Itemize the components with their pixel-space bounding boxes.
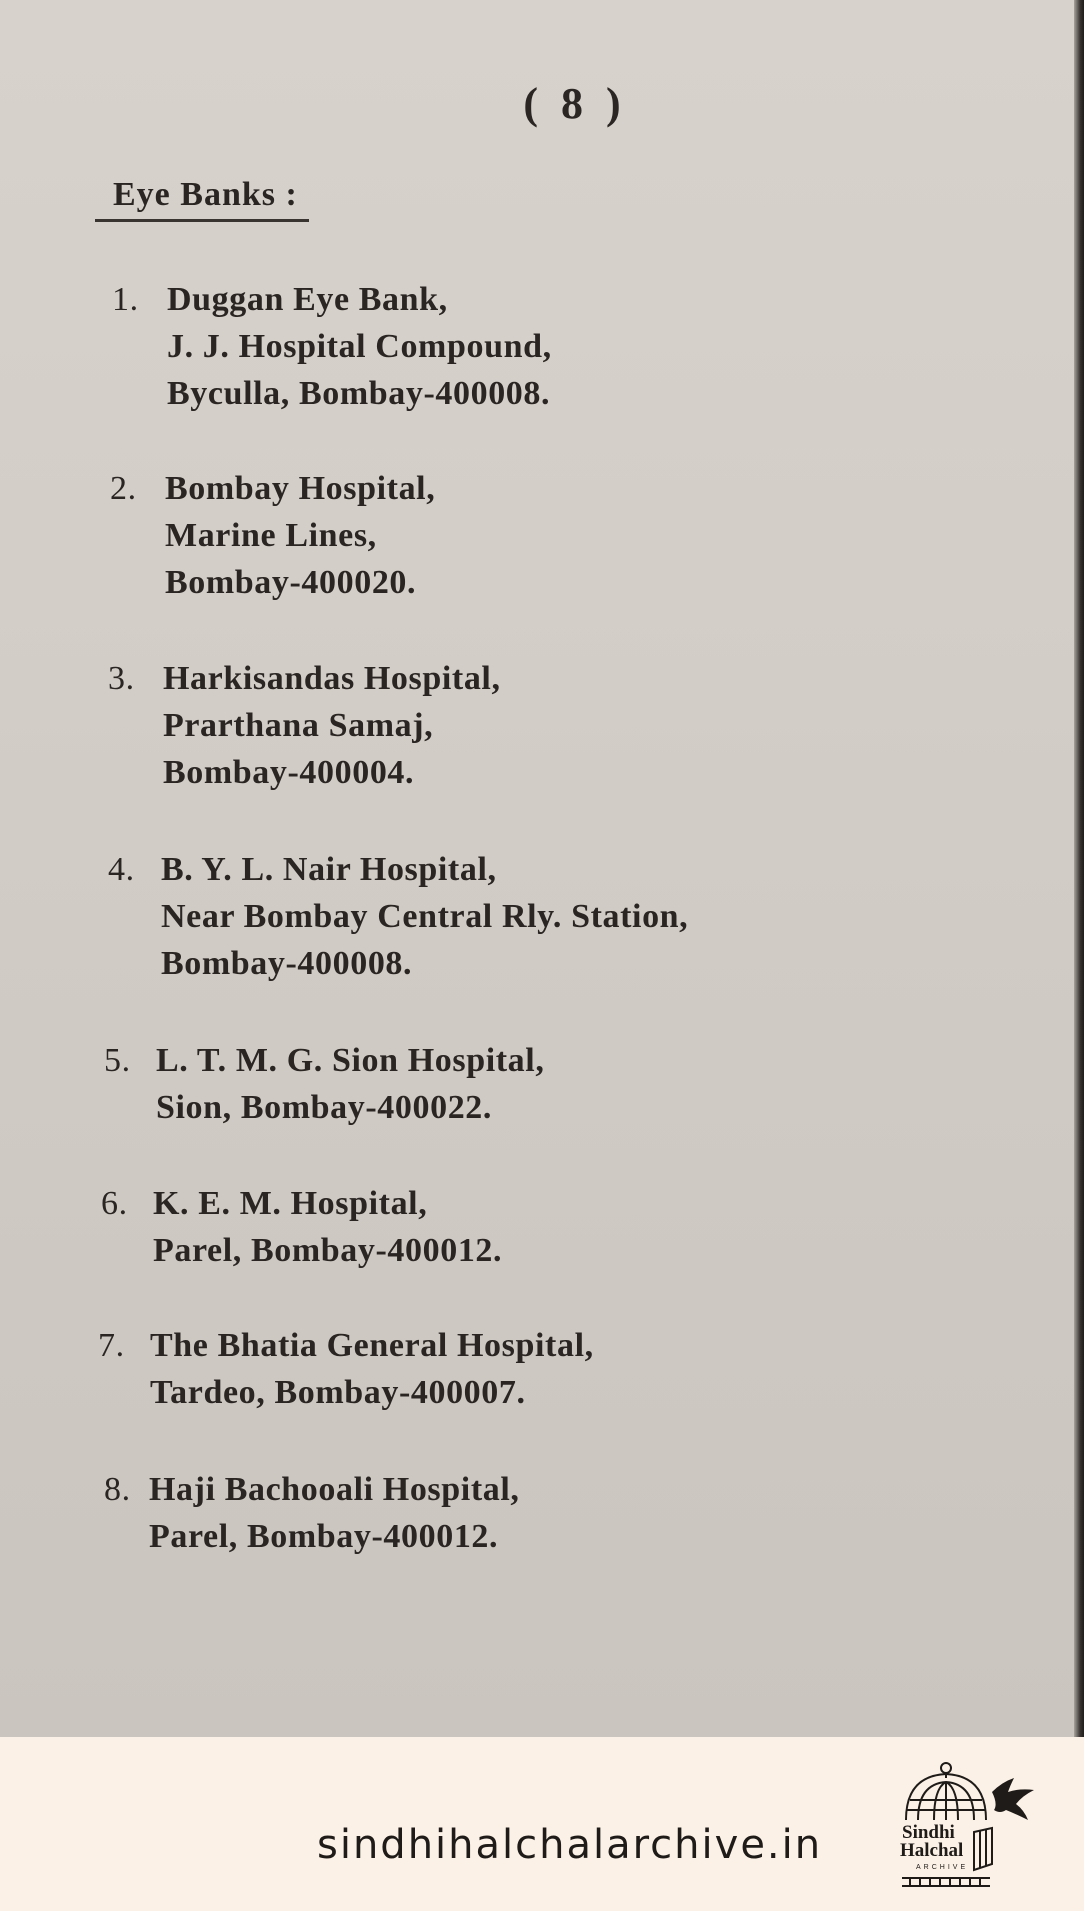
list-item-number: 1. [112, 281, 139, 318]
list-item-line: Parel, Bombay-400012. [149, 1518, 499, 1555]
list-item-line: Bombay-400008. [161, 945, 413, 982]
list-item-line: B. Y. L. Nair Hospital, [161, 851, 497, 888]
list-item-line: Byculla, Bombay-400008. [167, 375, 551, 412]
list-item-line: Sion, Bombay-400022. [156, 1089, 492, 1126]
heading-underline [95, 219, 309, 222]
list-item-line: Marine Lines, [165, 517, 377, 554]
list-item-line: L. T. M. G. Sion Hospital, [156, 1042, 545, 1079]
list-item-line: Duggan Eye Bank, [167, 281, 448, 318]
list-item-line: K. E. M. Hospital, [153, 1185, 428, 1222]
svg-text:Halchal: Halchal [900, 1840, 964, 1861]
list-item-number: 7. [98, 1327, 125, 1364]
list-item-line: Bombay Hospital, [165, 470, 436, 507]
page-edge-shadow [1074, 0, 1084, 1737]
svg-text:ARCHIVE: ARCHIVE [916, 1864, 969, 1871]
list-item-line: Parel, Bombay-400012. [153, 1232, 503, 1269]
bird-icon [992, 1778, 1034, 1820]
list-item-number: 5. [104, 1042, 131, 1079]
list-item-number: 2. [110, 470, 137, 507]
list-item-number: 3. [108, 660, 135, 697]
list-item-line: Harkisandas Hospital, [163, 660, 501, 697]
list-item-line: Near Bombay Central Rly. Station, [161, 898, 689, 935]
list-item-line: The Bhatia General Hospital, [150, 1327, 594, 1364]
list-item-number: 4. [108, 851, 135, 888]
list-item-number: 8. [104, 1471, 131, 1508]
list-item-line: Prarthana Samaj, [163, 707, 434, 744]
list-item-line: Tardeo, Bombay-400007. [150, 1374, 526, 1411]
site-url: sindhihalchalarchive.in [317, 1822, 823, 1868]
list-item-number: 6. [101, 1185, 128, 1222]
sindhi-halchal-archive-logo [888, 1752, 1040, 1896]
list-item-line: Bombay-400004. [163, 754, 415, 791]
svg-text:Sindhi: Sindhi [902, 1822, 955, 1843]
list-item-line: Haji Bachooali Hospital, [149, 1471, 520, 1508]
list-item-line: Bombay-400020. [165, 564, 417, 601]
page-number: ( 8 ) [523, 79, 627, 128]
section-heading: Eye Banks : [113, 176, 298, 213]
list-item-line: J. J. Hospital Compound, [167, 328, 552, 365]
